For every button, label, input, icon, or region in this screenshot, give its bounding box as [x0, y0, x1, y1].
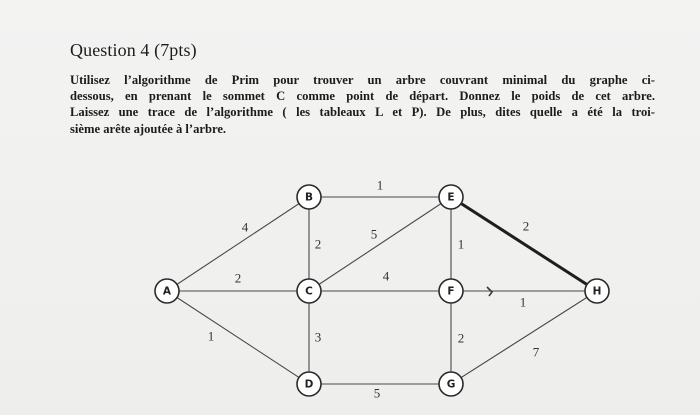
- graph-node-G: [439, 372, 463, 396]
- edge-E-H: [451, 197, 597, 291]
- edge-A-D: [167, 291, 309, 384]
- edge-weight-D-G: 5: [373, 385, 381, 401]
- node-label-D: D: [304, 378, 314, 391]
- node-label-B: B: [304, 191, 314, 204]
- node-label-C: C: [305, 285, 313, 298]
- statement-line-3: Laissez une trace de l’algorithme ( les tableaux L et P). De plus, dites quelle a été la troi-: [70, 105, 655, 120]
- edge-C-E: [309, 197, 451, 291]
- edge-weight-C-F: 4: [382, 268, 390, 284]
- statement-line-1: Utilisez l’algorithme de Prim pour trouver un arbre couvrant minimal du graphe ci-: [70, 73, 655, 87]
- node-label-A: A: [162, 285, 172, 298]
- edge-weight-A-B: 4: [241, 219, 249, 235]
- statement-line-4: sième arête ajoutée à l’arbre.: [70, 121, 227, 136]
- edge-weight-C-E: 5: [370, 226, 378, 242]
- graph-node-E: [439, 185, 463, 209]
- edge-weight-F-H: 1: [519, 294, 527, 310]
- graph-node-D: [297, 372, 321, 396]
- edge-weight-B-C: 2: [314, 236, 322, 252]
- node-label-G: G: [446, 378, 456, 391]
- edge-weight-E-F: 1: [457, 236, 465, 252]
- edge-weight-G-H: 7: [532, 344, 540, 360]
- node-label-H: H: [592, 285, 602, 298]
- edge-weight-A-D: 1: [207, 328, 215, 344]
- graph-node-C: [297, 279, 321, 303]
- edge-weight-B-E: 1: [376, 177, 384, 193]
- node-label-F: F: [447, 285, 455, 298]
- graph-node-B: [297, 185, 321, 209]
- edge-weight-E-H: 2: [522, 218, 530, 234]
- statement-line-2: dessous, en prenant le sommet C comme point de départ. Donnez le poids de cet arbre.: [70, 89, 655, 104]
- graph-node-A: [155, 279, 179, 303]
- graph-node-F: [439, 279, 463, 303]
- node-label-E: E: [447, 191, 455, 204]
- edge-weight-A-C: 2: [234, 270, 242, 286]
- graph-node-H: [585, 279, 609, 303]
- question-title: Question 4 (7pts): [70, 40, 197, 60]
- edge-weight-C-D: 3: [314, 329, 322, 345]
- edge-weight-F-G: 2: [457, 330, 465, 346]
